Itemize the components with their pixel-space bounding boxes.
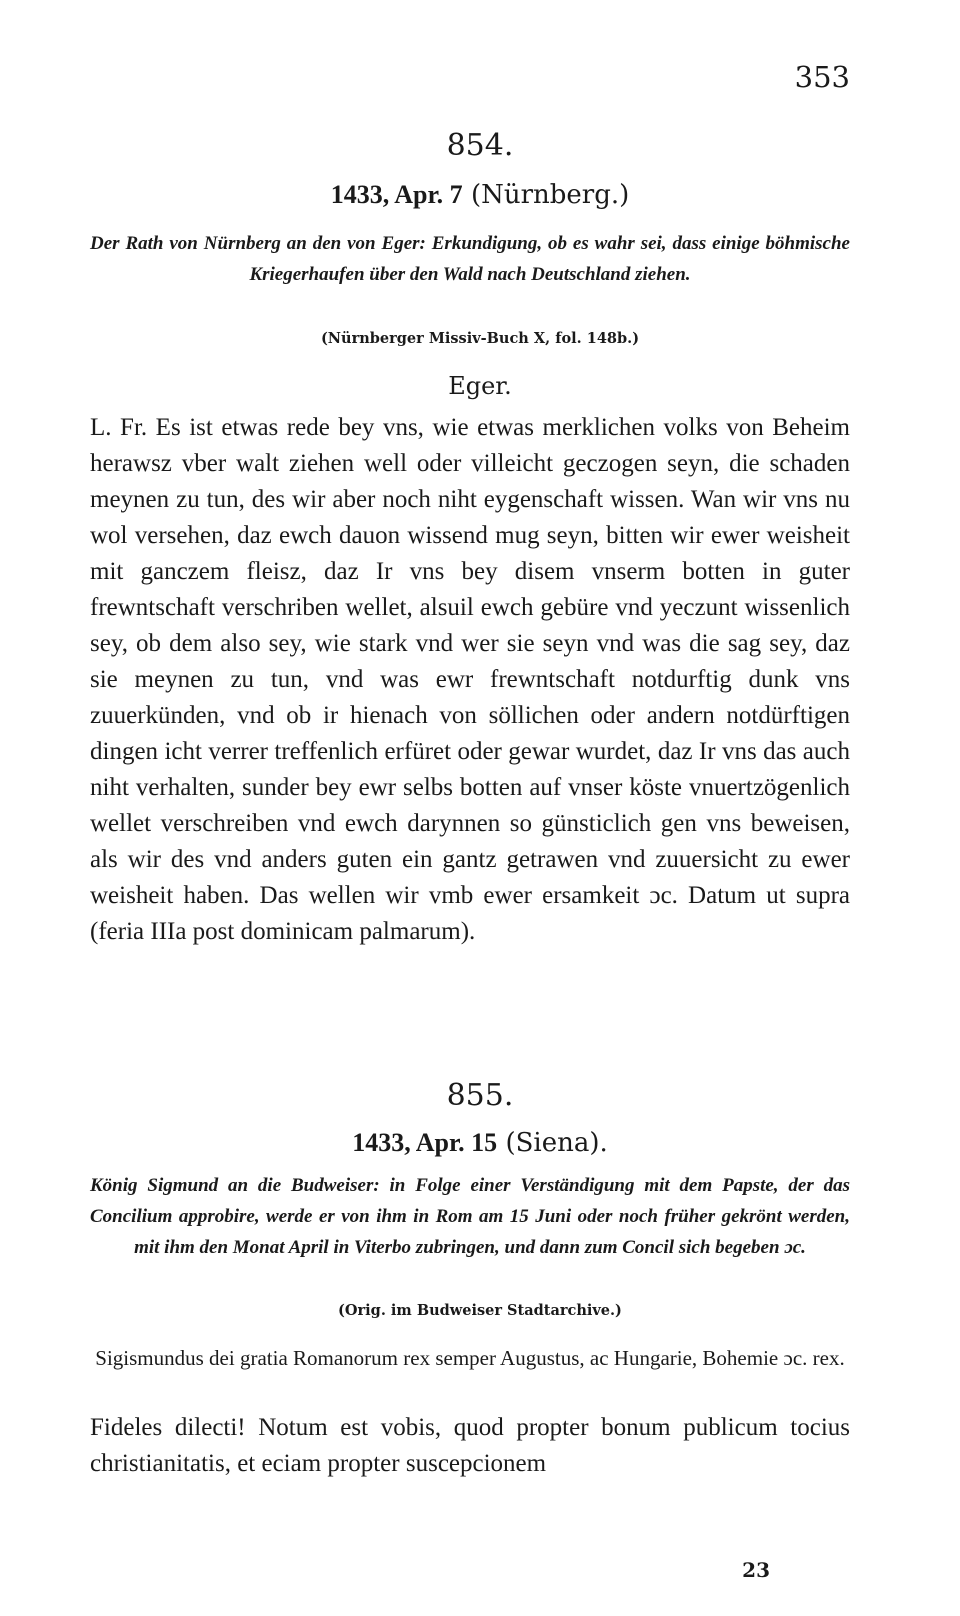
entry-place: (Nürnberg.) — [470, 180, 630, 210]
printer-signature: 23 — [742, 1558, 770, 1582]
entry-text: L. Fr. Es ist etwas rede bey vns, wie etwas merklichen volks von Beheim herawsz vber walt ziehen well oder villeicht geczogen seyn, die schaden meynen zu tun, des wir aber noch niht eygenschaft wissen. Wan wir vns nu wol versehen, daz ewch dauon wissend mug seyn, bitten wir ewer weisheit mit ganczem fleisz, daz Ir vns bey disem vnserm botten in guter frewntschaft verschriben wellet, alsuil ewch gebüre vnd yeczunt wissenlich sey, ob dem also sey, wie stark vnd wer sie seyn vnd was die sag sey, daz sie meynen zu tun, vnd was ewr frewntschaft notdurftig dunk vns zuuerkünden, vnd ob ir hienach von söllichen oder andern notdürftigen dingen icht verrer treffenlich erfüret oder gewar wurdet, daz Ir vns das auch niht verhalten, sunder bey ewr selbs botten auf vnser köste vnuertzögenlich wellet verschreiben vnd ewch darynnen so günsticlich gen vns beweisen, als wir des vnd anders guten ein gantz getrawen vnd zuuersicht zu ewer weisheit haben. Das wellen wir vmb ewer ersamkeit ɔc. Datum ut supra (feria IIIa post dominicam palmarum). — [90, 414, 850, 945]
letter-heading: Sigismundus dei gratia Romanorum rex semper Augustus, ac Hungarie, Bohemie ɔc. rex. — [95, 1346, 845, 1370]
entry-place: (Siena). — [505, 1128, 608, 1158]
entry-text: Fideles dilecti! Notum est vobis, quod propter bonum publicum tocius christianitatis, et eciam propter suscepcionem — [90, 1414, 850, 1477]
entry-number: 855. — [446, 1078, 514, 1113]
entry-date-bold: 1433, Apr. 15 — [352, 1128, 498, 1157]
page-number: 353 — [794, 60, 850, 94]
addressee: Eger. — [448, 372, 512, 400]
entry-source: (Nürnberger Missiv-Buch X, fol. 148b.) — [320, 330, 640, 347]
entry-summary: Der Rath von Nürnberg an den von Eger: Erkundigung, ob es wahr sei, dass einige böhmische Kriegerhaufen über den Wald nach Deutschland ziehen. — [90, 233, 850, 285]
entry-date — [0, 180, 960, 210]
entry-source: (Orig. im Budweiser Stadtarchive.) — [338, 1302, 622, 1319]
entry-date-bold: 1433, Apr. 7 — [330, 180, 463, 209]
entry-date — [0, 1128, 960, 1158]
entry-number: 854. — [446, 128, 514, 163]
entry-summary: König Sigmund an die Budweiser: in Folge einer Verständigung mit dem Papste, der das Concilium approbire, werde er von ihm in Rom am 15 Juni oder noch früher gekrönt werden, mit ihm den Monat April in Viterbo zubringen, und dann zum Concil sich begeben ɔc. — [90, 1175, 850, 1258]
